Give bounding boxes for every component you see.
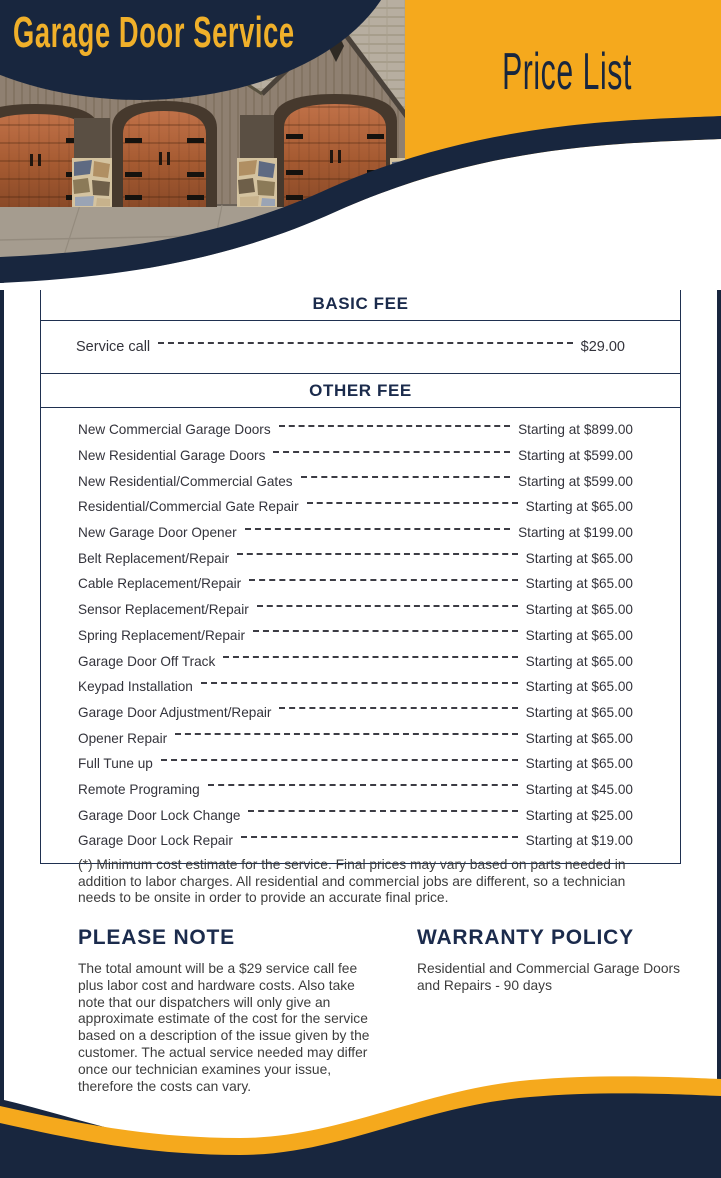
fee-price: Starting at $65.00 [525,499,633,515]
please-note-heading: PLEASE NOTE [78,926,235,949]
dotted-leader [237,553,518,555]
brand-title: Garage Door Service [13,8,295,57]
fee-row [41,700,680,726]
other-fee-heading: OTHER FEE [40,374,681,408]
fee-price: Starting at $599.00 [518,473,633,489]
fee-row [41,648,680,674]
fee-row [41,571,680,597]
fee-label: Service call [76,339,151,355]
fee-price: Starting at $65.00 [525,679,633,695]
fee-row [41,494,680,520]
fee-price: Starting at $65.00 [525,730,633,746]
dotted-leader [301,476,511,478]
page-left-border [0,248,4,1178]
fee-row [41,597,680,623]
warranty-section [417,926,695,995]
fee-label: Cable Replacement/Repair [78,576,242,592]
fee-label: Belt Replacement/Repair [78,550,230,566]
fee-row [41,443,680,469]
footnote: (*) Minimum cost estimate for the service. Final prices may vary based on parts needed in addition to labor charges. All residential and commercial jobs are different, so a technician needs to be onsite in order to provide an accurate final price. [78,857,626,906]
fee-label: New Residential Garage Doors [78,448,266,464]
fee-row [41,545,680,571]
fee-price: Starting at $599.00 [518,448,633,464]
fee-price: Starting at $25.00 [525,807,633,823]
fee-row [41,751,680,777]
fee-label: Garage Door Lock Repair [78,833,233,849]
fee-label: Full Tune up [78,756,153,772]
basic-fee-heading: BASIC FEE [40,286,681,321]
dotted-leader [201,682,518,684]
dotted-leader [208,784,518,786]
dotted-leader [161,759,518,761]
fee-label: Keypad Installation [78,679,193,695]
fee-row [41,333,680,361]
fee-row [41,802,680,828]
dotted-leader [253,630,518,632]
fee-price: Starting at $65.00 [525,550,633,566]
fee-label: Sensor Replacement/Repair [78,602,249,618]
page-title: Price List [502,43,632,101]
warranty-body: Residential and Commercial Garage Doors and Repairs - 90 days [417,961,681,993]
header [0,0,721,290]
fee-label: Garage Door Off Track [78,653,216,669]
fee-row [41,623,680,649]
fee-label: Garage Door Adjustment/Repair [78,704,272,720]
fee-row [41,725,680,751]
fee-price: Starting at $199.00 [518,525,633,541]
fee-row [41,828,680,854]
fee-price: Starting at $45.00 [525,781,633,797]
dotted-leader [273,451,510,453]
dotted-leader [257,605,518,607]
basic-fee-section [40,321,681,374]
fee-label: Spring Replacement/Repair [78,627,245,643]
fee-row [41,417,680,443]
dotted-leader [175,733,518,735]
fee-label: Garage Door Lock Change [78,807,241,823]
dotted-leader [248,810,517,812]
other-fee-section [40,408,681,864]
dotted-leader [241,836,518,838]
warranty-heading: WARRANTY POLICY [417,926,634,949]
fee-price: Starting at $65.00 [525,756,633,772]
fee-label: New Residential/Commercial Gates [78,473,293,489]
fee-table [40,286,681,864]
fee-label: Remote Programing [78,781,200,797]
dotted-leader [307,502,518,504]
fee-label: New Garage Door Opener [78,525,237,541]
footer-wave [0,1050,721,1178]
fee-label: New Commercial Garage Doors [78,422,271,438]
fee-row [41,520,680,546]
dotted-leader [249,579,517,581]
fee-price: $29.00 [580,339,625,355]
fee-row [41,468,680,494]
dotted-leader [279,425,510,427]
dotted-leader [279,707,517,709]
fee-price: Starting at $65.00 [525,602,633,618]
fee-price: Starting at $65.00 [525,653,633,669]
fee-price: Starting at $65.00 [525,576,633,592]
dotted-leader [245,528,510,530]
please-note-body: The total amount will be a $29 service call fee plus labor cost and hardware costs. Also take note that our dispatchers will only give an approximate estimate of the cost for the service based on a description of the issue given by the customer. The actual service needed may differ once our technician examines your issue, therefore the costs can vary. [78,961,370,1094]
dotted-leader [223,656,517,658]
fee-row [41,777,680,803]
fee-price: Starting at $65.00 [525,627,633,643]
fee-price: Starting at $65.00 [525,704,633,720]
fee-row [41,674,680,700]
fee-price: Starting at $19.00 [525,833,633,849]
fee-price: Starting at $899.00 [518,422,633,438]
fee-label: Opener Repair [78,730,168,746]
dotted-leader [158,342,573,344]
fee-label: Residential/Commercial Gate Repair [78,499,299,515]
